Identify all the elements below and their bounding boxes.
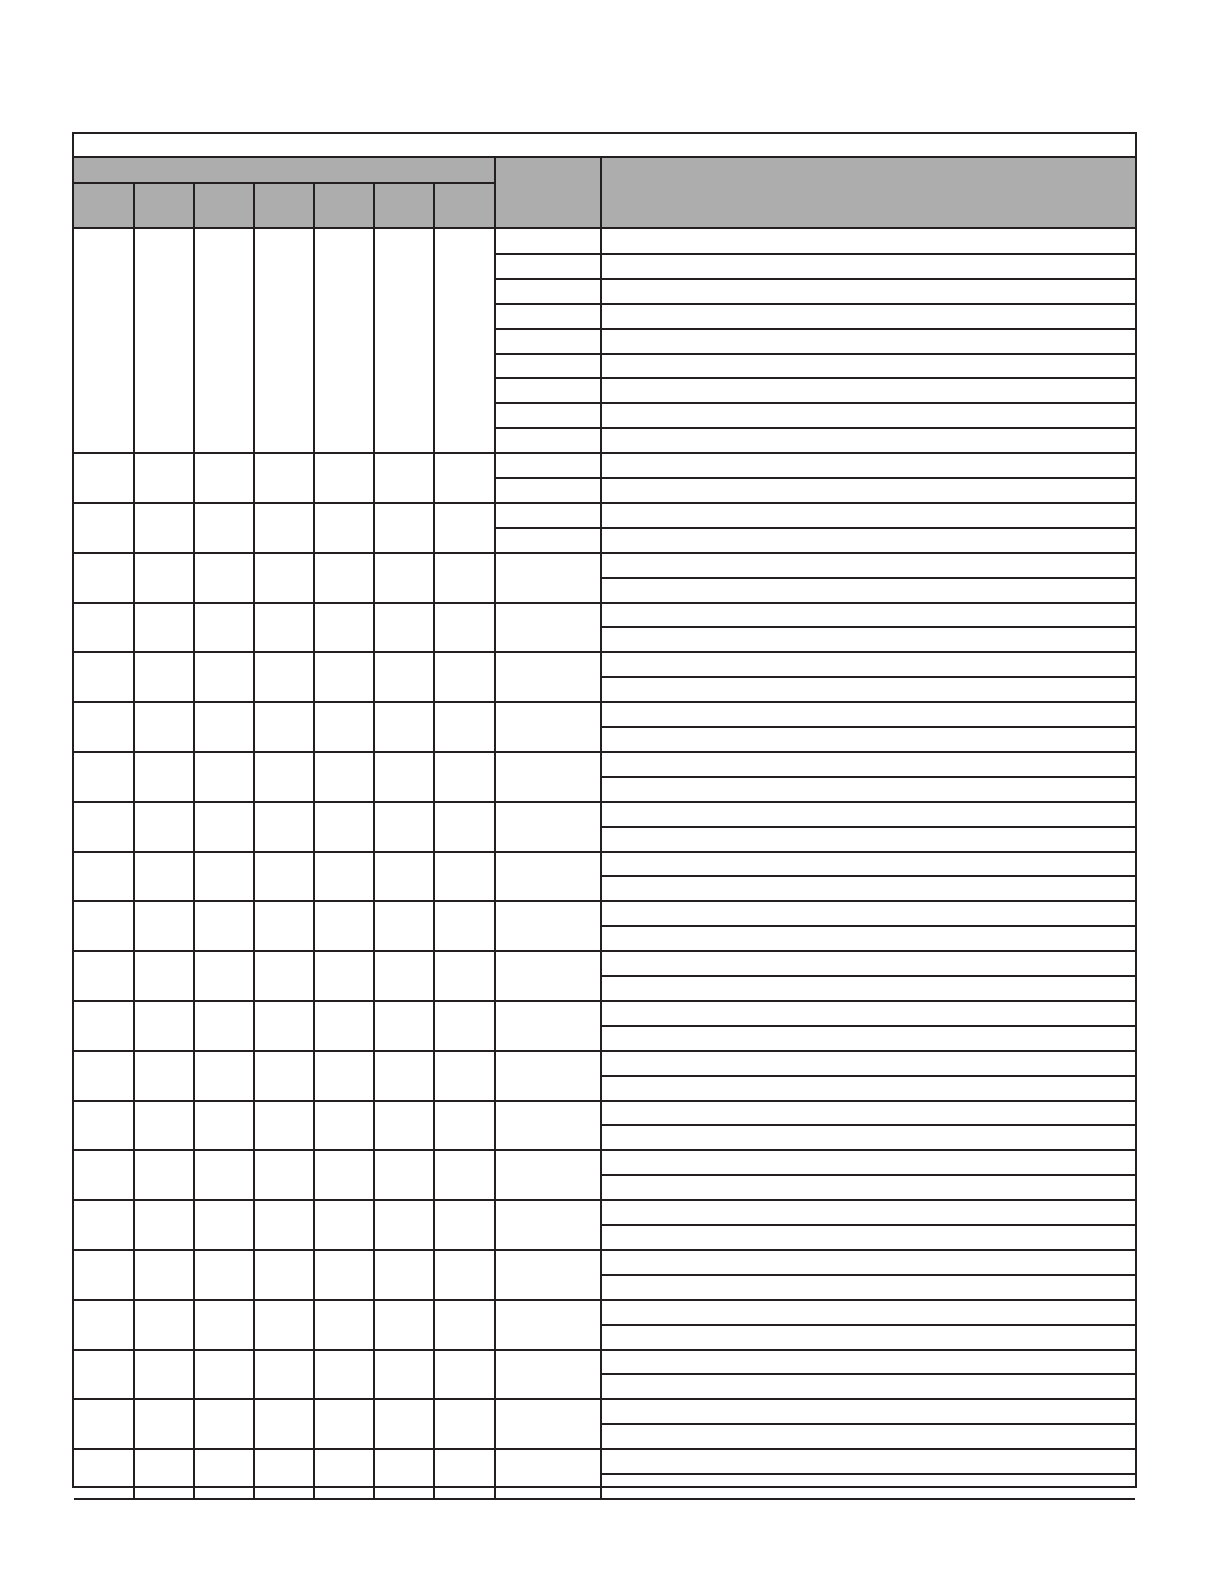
row-group-column-divider: [193, 951, 195, 1001]
row-group-column-divider: [253, 1200, 255, 1250]
row-group-column-divider: [253, 453, 255, 503]
row-group-column-divider: [133, 951, 135, 1001]
row-group-line: [74, 1000, 1135, 1002]
row-group-line: [74, 801, 1135, 803]
row-group-line: [74, 1149, 1135, 1151]
sub-row-line: [601, 676, 1135, 678]
row-group-column-divider: [193, 229, 195, 453]
row-group-column-divider: [313, 553, 315, 603]
row-group-line: [74, 602, 1135, 604]
row-group-column-divider: [253, 802, 255, 852]
row-group-column-divider: [133, 503, 135, 553]
row-group-column-divider: [193, 553, 195, 603]
row-group-column-divider: [193, 1101, 195, 1151]
row-group-column-divider: [253, 1350, 255, 1400]
row-group-column-divider: [433, 503, 435, 553]
row-group-column-divider: [494, 1449, 496, 1499]
row-group-column-divider: [193, 503, 195, 553]
row-group-column-divider: [373, 1200, 375, 1250]
row-group-column-divider: [253, 1399, 255, 1449]
row-group-column-divider: [133, 1101, 135, 1151]
row-group-line: [74, 1199, 1135, 1201]
row-group-column-divider: [253, 1001, 255, 1051]
sub-row-line: [495, 427, 1135, 429]
header-bottom-rule: [74, 227, 1135, 229]
row-group-column-divider: [313, 1051, 315, 1101]
row-group-column-divider: [373, 702, 375, 752]
row-group-column-divider: [373, 603, 375, 653]
row-group-line: [74, 1398, 1135, 1400]
sub-row-line: [601, 776, 1135, 778]
row-group-column-divider: [133, 1449, 135, 1499]
row-group-column-divider: [313, 1300, 315, 1350]
sub-row-line: [495, 328, 1135, 330]
sub-row-line: [601, 1274, 1135, 1276]
row-group-column-divider: [193, 901, 195, 951]
sub-row-line: [601, 1423, 1135, 1425]
row-group-column-divider: [193, 1399, 195, 1449]
sub-row-line: [601, 925, 1135, 927]
row-group-line: [74, 851, 1135, 853]
row-group-column-divider: [193, 1350, 195, 1400]
row-group-column-divider: [313, 752, 315, 802]
row-group-column-divider: [494, 1200, 496, 1250]
row-group-column-divider: [433, 1200, 435, 1250]
row-group-line: [74, 900, 1135, 902]
header-col2-divider: [494, 158, 496, 229]
row-group-column-divider: [253, 1250, 255, 1300]
row-group-column-divider: [193, 1250, 195, 1300]
row-group-column-divider: [253, 603, 255, 653]
row-group-column-divider: [253, 652, 255, 702]
header-sub-column-divider: [313, 183, 315, 229]
row-group-column-divider: [193, 852, 195, 902]
sub-row-line: [601, 1025, 1135, 1027]
row-group-column-divider: [433, 802, 435, 852]
row-group-column-divider: [313, 229, 315, 453]
row-group-column-divider: [133, 1350, 135, 1400]
sub-row-line: [601, 1124, 1135, 1126]
sub-row-line: [495, 253, 1135, 255]
sub-row-line: [601, 975, 1135, 977]
row-group-column-divider: [433, 1150, 435, 1200]
row-group-column-divider: [373, 852, 375, 902]
row-group-column-divider: [253, 702, 255, 752]
row-group-column-divider: [193, 752, 195, 802]
row-group-column-divider: [313, 453, 315, 503]
row-group-column-divider: [373, 1449, 375, 1499]
row-group-column-divider: [133, 901, 135, 951]
sub-row-line: [495, 477, 1135, 479]
row-group-column-divider: [313, 1150, 315, 1200]
row-group-column-divider: [494, 652, 496, 702]
row-group-column-divider: [313, 901, 315, 951]
row-group-column-divider: [494, 229, 496, 453]
header-column-2: [495, 158, 601, 229]
row-group-column-divider: [313, 951, 315, 1001]
row-group-column-divider: [373, 229, 375, 453]
row-group-column-divider: [433, 1300, 435, 1350]
row-group-column-divider: [313, 1399, 315, 1449]
row-group-column-divider: [373, 553, 375, 603]
row-group-column-divider: [313, 1200, 315, 1250]
row-group-column-divider: [433, 752, 435, 802]
row-group-column-divider: [494, 603, 496, 653]
row-group-column-divider: [373, 1350, 375, 1400]
row-group-line: [74, 1249, 1135, 1251]
row-group-column-divider: [133, 553, 135, 603]
header-column-3: [601, 158, 1135, 229]
row-group-column-divider: [494, 1399, 496, 1449]
row-group-column-divider: [433, 1051, 435, 1101]
row-group-line: [74, 751, 1135, 753]
row-group-column-divider: [433, 1399, 435, 1449]
row-group-column-divider: [433, 553, 435, 603]
row-group-column-divider: [253, 1051, 255, 1101]
sub-row-line: [601, 1473, 1135, 1475]
sub-row-line: [601, 1324, 1135, 1326]
sub-row-line: [601, 1373, 1135, 1375]
sub-row-line: [601, 577, 1135, 579]
row-group-column-divider: [373, 453, 375, 503]
row-group-column-divider: [133, 802, 135, 852]
row-group-column-divider: [494, 951, 496, 1001]
row-group-column-divider: [193, 1449, 195, 1499]
row-group-column-divider: [253, 229, 255, 453]
header-sub-divider: [74, 182, 495, 184]
row-group-column-divider: [193, 1200, 195, 1250]
header-sub-column-divider: [253, 183, 255, 229]
row-group-column-divider: [133, 1250, 135, 1300]
sub-row-line: [601, 1174, 1135, 1176]
row-group-column-divider: [253, 852, 255, 902]
row-group-line: [74, 452, 1135, 454]
sub-row-line: [601, 1224, 1135, 1226]
row-group-column-divider: [133, 1150, 135, 1200]
row-group-column-divider: [193, 1300, 195, 1350]
row-group-column-divider: [494, 901, 496, 951]
row-group-column-divider: [253, 901, 255, 951]
row-group-column-divider: [433, 951, 435, 1001]
row-group-column-divider: [494, 1300, 496, 1350]
header-sub-column-divider: [193, 183, 195, 229]
row-group-column-divider: [313, 1001, 315, 1051]
row-group-column-divider: [193, 1150, 195, 1200]
row-group-column-divider: [494, 1051, 496, 1101]
header-sub-column: [134, 183, 194, 229]
row-group-column-divider: [193, 453, 195, 503]
row-group-column-divider: [373, 901, 375, 951]
row-group-column-divider: [373, 1399, 375, 1449]
header-sub-column-divider: [433, 183, 435, 229]
row-group-column-divider: [253, 503, 255, 553]
row-group-column-divider: [253, 951, 255, 1001]
header-sub-column: [434, 183, 495, 229]
sub-row-line: [495, 402, 1135, 404]
row-group-column-divider: [133, 1200, 135, 1250]
row-group-column-divider: [373, 1300, 375, 1350]
sub-row-line: [601, 726, 1135, 728]
row-group-column-divider: [494, 553, 496, 603]
row-group-column-divider: [494, 1001, 496, 1051]
row-group-line: [74, 1100, 1135, 1102]
row-group-column-divider: [133, 1399, 135, 1449]
row-group-column-divider: [433, 702, 435, 752]
row-group-column-divider: [494, 1101, 496, 1151]
row-group-column-divider: [193, 603, 195, 653]
row-group-column-divider: [253, 1300, 255, 1350]
row-group-column-divider: [373, 1250, 375, 1300]
row-group-column-divider: [433, 229, 435, 453]
row-group-column-divider: [433, 652, 435, 702]
row-group-line: [74, 950, 1135, 952]
row-group-column-divider: [253, 1449, 255, 1499]
row-group-column-divider: [494, 852, 496, 902]
row-group-line: [74, 1050, 1135, 1052]
row-group-column-divider: [313, 503, 315, 553]
row-group-line: [74, 1498, 1135, 1500]
row-group-column-divider: [373, 503, 375, 553]
row-group-column-divider: [313, 1350, 315, 1400]
row-group-column-divider: [133, 752, 135, 802]
row-group-column-divider: [494, 702, 496, 752]
row-group-column-divider: [433, 852, 435, 902]
row-group-column-divider: [433, 1449, 435, 1499]
header-sub-column: [374, 183, 434, 229]
sub-row-line: [495, 278, 1135, 280]
row-group-line: [74, 1448, 1135, 1450]
header-sub-column-divider: [373, 183, 375, 229]
row-group-column-divider: [494, 1350, 496, 1400]
row-group-column-divider: [433, 1350, 435, 1400]
row-group-column-divider: [133, 603, 135, 653]
row-group-line: [74, 502, 1135, 504]
sub-row-line: [601, 875, 1135, 877]
row-group-column-divider: [193, 652, 195, 702]
header-sub-column: [254, 183, 314, 229]
row-group-column-divider: [373, 1051, 375, 1101]
row-group-column-divider: [313, 802, 315, 852]
row-group-line: [74, 701, 1135, 703]
row-group-column-divider: [193, 1001, 195, 1051]
row-group-column-divider: [133, 852, 135, 902]
row-group-column-divider: [494, 802, 496, 852]
row-group-column-divider: [313, 1449, 315, 1499]
sub-row-line: [601, 626, 1135, 628]
row-group-column-divider: [313, 1250, 315, 1300]
row-group-column-divider: [133, 702, 135, 752]
row-group-line: [74, 1349, 1135, 1351]
row-group-column-divider: [193, 802, 195, 852]
row-group-line: [74, 651, 1135, 653]
row-group-column-divider: [193, 1051, 195, 1101]
row-group-column-divider: [494, 1150, 496, 1200]
row-group-column-divider: [600, 229, 602, 453]
row-group-column-divider: [133, 453, 135, 503]
header-sub-column: [74, 183, 134, 229]
row-group-column-divider: [313, 702, 315, 752]
sub-row-line: [495, 527, 1135, 529]
row-group-column-divider: [433, 603, 435, 653]
row-group-column-divider: [373, 802, 375, 852]
row-group-column-divider: [133, 229, 135, 453]
row-group-column-divider: [494, 1250, 496, 1300]
row-group-column-divider: [253, 752, 255, 802]
row-group-column-divider: [373, 652, 375, 702]
sub-row-line: [495, 353, 1135, 355]
row-group-column-divider: [373, 1101, 375, 1151]
row-group-column-divider: [373, 752, 375, 802]
row-group-column-divider: [253, 1101, 255, 1151]
header-sub-column: [314, 183, 374, 229]
row-group-column-divider: [433, 1101, 435, 1151]
row-group-line: [74, 1299, 1135, 1301]
row-group-column-divider: [253, 553, 255, 603]
row-group-column-divider: [313, 852, 315, 902]
row-group-column-divider: [373, 1001, 375, 1051]
row-group-column-divider: [133, 1001, 135, 1051]
sub-row-line: [495, 303, 1135, 305]
row-group-column-divider: [133, 1051, 135, 1101]
row-group-column-divider: [133, 1300, 135, 1350]
row-group-column-divider: [133, 652, 135, 702]
sub-row-line: [601, 826, 1135, 828]
row-group-line: [74, 552, 1135, 554]
row-group-column-divider: [373, 951, 375, 1001]
blank-form-table: [72, 132, 1137, 1488]
row-group-column-divider: [313, 652, 315, 702]
row-group-column-divider: [313, 603, 315, 653]
row-group-column-divider: [193, 702, 195, 752]
header-col3-divider: [600, 158, 602, 229]
row-group-column-divider: [494, 752, 496, 802]
row-group-column-divider: [313, 1101, 315, 1151]
sub-row-line: [495, 377, 1135, 379]
row-group-column-divider: [433, 901, 435, 951]
row-group-column-divider: [433, 1001, 435, 1051]
row-group-column-divider: [433, 1250, 435, 1300]
row-group-column-divider: [253, 1150, 255, 1200]
sub-row-line: [601, 1075, 1135, 1077]
row-group-column-divider: [433, 453, 435, 503]
header-sub-column: [194, 183, 254, 229]
row-group-column-divider: [373, 1150, 375, 1200]
form-title-bar: [74, 134, 1135, 158]
header-sub-column-divider: [133, 183, 135, 229]
